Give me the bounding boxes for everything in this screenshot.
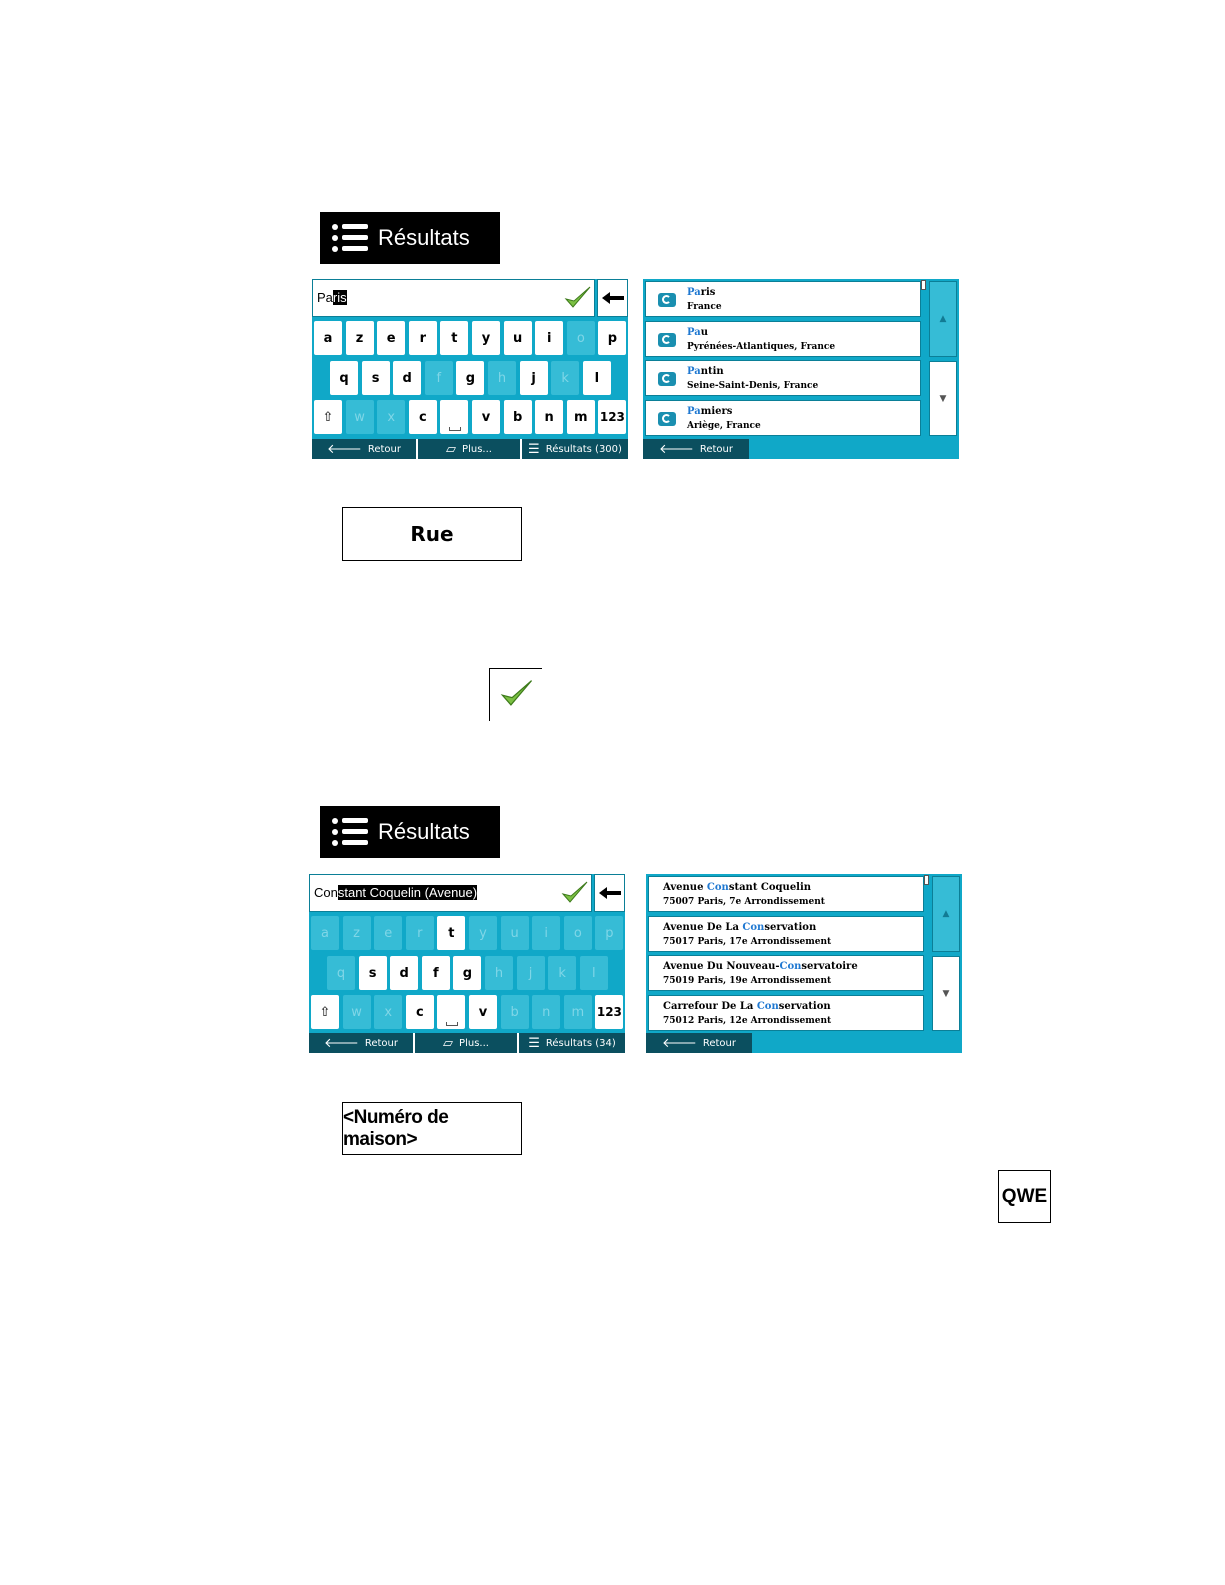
results-button-label: Résultats — [378, 225, 470, 250]
search-input[interactable] — [309, 874, 592, 912]
scroll-position-indicator — [921, 280, 926, 290]
result-subtitle: Ariège, France — [687, 421, 761, 432]
result-title — [663, 922, 816, 933]
key-k[interactable]: k — [548, 956, 576, 990]
result-title-rest: servation — [764, 921, 817, 933]
key-m[interactable]: m — [567, 400, 595, 434]
key-n[interactable]: n — [532, 995, 560, 1029]
key-t[interactable]: t — [437, 916, 465, 950]
key-u[interactable]: u — [501, 916, 529, 950]
scroll-down-button[interactable] — [929, 361, 957, 436]
result-title — [663, 961, 858, 972]
input-typed-text: Con — [314, 885, 338, 900]
result-subtitle: 75012 Paris, 12e Arrondissement — [663, 1016, 832, 1027]
result-title — [687, 287, 715, 298]
keyboard-screen — [312, 279, 628, 459]
numbers-key[interactable]: 123 — [598, 400, 626, 434]
scroll-up-button[interactable] — [929, 281, 957, 357]
list-icon — [332, 817, 368, 847]
result-title-prefix: Carrefour De La — [663, 1001, 757, 1013]
results-button-label: Résultats — [378, 819, 470, 844]
result-title — [687, 406, 732, 417]
key-g[interactable]: g — [453, 956, 481, 990]
down-triangle-icon: ▼ — [942, 988, 950, 999]
key-l[interactable]: l — [583, 361, 611, 395]
city-icon — [658, 412, 676, 426]
back-button[interactable] — [643, 439, 749, 459]
key-c[interactable]: c — [406, 995, 434, 1029]
result-item[interactable] — [645, 281, 921, 317]
numbers-key[interactable]: 123 — [595, 995, 623, 1029]
results-button[interactable] — [320, 212, 500, 264]
result-title-rest: miers — [700, 406, 733, 418]
results-screen — [643, 279, 959, 459]
back-arrow-icon: 🡐 — [323, 1036, 359, 1051]
key-q[interactable]: q — [330, 361, 358, 395]
key-e[interactable]: e — [374, 916, 402, 950]
check-icon[interactable] — [561, 880, 589, 906]
key-x[interactable]: x — [377, 400, 405, 434]
house-number-label: <Numéro de maison> — [342, 1102, 522, 1155]
result-title-match: Con — [742, 921, 765, 933]
results-screen — [646, 874, 962, 1053]
key-k[interactable]: k — [551, 361, 579, 395]
results-count-button[interactable] — [519, 1033, 625, 1053]
key-i[interactable]: i — [532, 916, 560, 950]
result-title-rest: servation — [778, 1001, 831, 1013]
result-item[interactable] — [648, 916, 924, 952]
input-typed-text: Pa — [317, 290, 333, 305]
city-icon — [658, 372, 676, 386]
key-i[interactable]: i — [535, 321, 563, 355]
result-title-rest: ris — [700, 287, 716, 298]
result-item[interactable] — [645, 360, 921, 396]
result-item[interactable] — [648, 955, 924, 991]
result-title — [687, 327, 708, 338]
back-arrow-icon: 🡐 — [326, 442, 362, 457]
back-button[interactable] — [312, 439, 418, 459]
results-count-button[interactable] — [522, 439, 628, 459]
key-y[interactable]: y — [472, 321, 500, 355]
result-title-rest: stant Coquelin — [728, 882, 812, 893]
result-subtitle: 75019 Paris, 19e Arrondissement — [663, 976, 832, 987]
key-c[interactable]: c — [409, 400, 437, 434]
result-subtitle: 75017 Paris, 17e Arrondissement — [663, 936, 832, 947]
city-icon — [658, 293, 676, 307]
city-icon — [658, 333, 676, 347]
check-icon — [500, 678, 534, 710]
list-icon: ☰ — [528, 1035, 540, 1051]
key-z[interactable]: z — [346, 321, 374, 355]
search-input[interactable] — [312, 279, 595, 317]
scroll-down-button[interactable] — [932, 956, 960, 1031]
confirm-check-button — [489, 668, 542, 721]
result-title — [687, 366, 724, 377]
key-s[interactable]: s — [359, 956, 387, 990]
result-title-match: Pa — [687, 326, 701, 338]
space-key[interactable] — [437, 995, 465, 1029]
up-triangle-icon: ▲ — [942, 909, 950, 919]
scroll-position-indicator — [924, 875, 929, 885]
result-title-match: Pa — [687, 287, 701, 298]
space-icon — [449, 427, 461, 431]
result-title-prefix: Avenue Du Nouveau- — [663, 961, 780, 973]
key-w[interactable]: w — [343, 995, 371, 1029]
result-subtitle: Pyrénées-Atlantiques, France — [687, 341, 836, 352]
up-triangle-icon: ▲ — [939, 314, 947, 324]
back-arrow-icon: 🡐 — [658, 442, 694, 457]
more-button[interactable] — [418, 439, 522, 459]
key-y[interactable]: y — [469, 916, 497, 950]
key-g[interactable]: g — [456, 361, 484, 395]
result-title-rest: ntin — [700, 366, 724, 378]
result-title-rest: u — [700, 326, 709, 338]
result-title-match: Con — [756, 1001, 779, 1013]
result-title-prefix: Avenue De La — [663, 921, 743, 933]
more-label: Plus... — [462, 443, 492, 455]
key-l[interactable]: l — [580, 956, 608, 990]
key-o[interactable]: o — [567, 321, 595, 355]
key-p[interactable]: p — [595, 916, 623, 950]
result-item[interactable] — [645, 321, 921, 357]
back-arrow-icon — [599, 887, 621, 899]
result-title-prefix: Avenue — [663, 882, 707, 893]
more-icon: ▱ — [446, 441, 457, 457]
result-subtitle: 75007 Paris, 7e Arrondissement — [663, 897, 825, 907]
key-v[interactable]: v — [472, 400, 500, 434]
key-u[interactable]: u — [504, 321, 532, 355]
check-icon[interactable] — [564, 285, 592, 311]
result-title-match: Pa — [687, 406, 701, 418]
space-key[interactable] — [440, 400, 468, 434]
back-button[interactable] — [309, 1033, 415, 1053]
result-item[interactable] — [648, 995, 924, 1031]
result-subtitle: Seine-Saint-Denis, France — [687, 381, 819, 392]
back-label: Retour — [702, 1037, 736, 1049]
street-label: Rue — [342, 507, 522, 561]
list-icon: ☰ — [528, 441, 540, 457]
list-icon — [332, 223, 368, 253]
key-p[interactable]: p — [598, 321, 626, 355]
bottom-bar — [646, 1033, 752, 1053]
back-button[interactable] — [646, 1033, 752, 1053]
input-autocomplete-text: ris — [332, 290, 347, 305]
key-n[interactable]: n — [535, 400, 563, 434]
back-label: Retour — [364, 1037, 398, 1049]
results-button[interactable] — [320, 806, 500, 858]
bottom-bar — [643, 439, 749, 459]
key-b[interactable]: b — [501, 995, 529, 1029]
result-title-match: Con — [706, 882, 729, 893]
results-count-label: Résultats (300) — [545, 443, 622, 455]
key-m[interactable]: m — [564, 995, 592, 1029]
more-label: Plus... — [459, 1037, 489, 1049]
back-label: Retour — [367, 443, 401, 455]
backspace-button[interactable] — [594, 874, 625, 912]
key-w[interactable]: w — [346, 400, 374, 434]
key-j[interactable]: j — [520, 361, 548, 395]
key-h[interactable]: h — [488, 361, 516, 395]
shift-key[interactable]: ⇧ — [314, 400, 342, 434]
key-a[interactable]: a — [311, 916, 339, 950]
key-o[interactable]: o — [564, 916, 592, 950]
result-title — [663, 882, 811, 893]
key-r[interactable]: r — [409, 321, 437, 355]
space-icon — [446, 1022, 458, 1026]
more-button[interactable] — [415, 1033, 519, 1053]
back-arrow-icon — [602, 292, 624, 304]
key-r[interactable]: r — [406, 916, 434, 950]
shift-key[interactable]: ⇧ — [311, 995, 339, 1029]
key-v[interactable]: v — [469, 995, 497, 1029]
input-autocomplete-text: stant Coquelin (Avenue) — [337, 885, 478, 900]
result-item[interactable] — [645, 400, 921, 436]
back-label: Retour — [699, 443, 733, 455]
key-s[interactable]: s — [362, 361, 390, 395]
key-e[interactable]: e — [377, 321, 405, 355]
key-t[interactable]: t — [440, 321, 468, 355]
result-subtitle: France — [687, 302, 722, 312]
more-icon: ▱ — [443, 1035, 454, 1051]
key-a[interactable]: a — [314, 321, 342, 355]
result-title-match: Con — [779, 961, 802, 973]
results-count-label: Résultats (34) — [545, 1037, 616, 1049]
result-title-match: Pa — [687, 366, 701, 378]
key-q[interactable]: q — [327, 956, 355, 990]
bottom-bar — [309, 1033, 625, 1053]
key-d[interactable]: d — [393, 361, 421, 395]
bottom-bar — [312, 439, 628, 459]
key-f[interactable]: f — [425, 361, 453, 395]
keyboard-screen — [309, 874, 625, 1053]
key-z[interactable]: z — [343, 916, 371, 950]
key-j[interactable]: j — [517, 956, 545, 990]
key-b[interactable]: b — [504, 400, 532, 434]
qwe-keyboard-label: QWE — [998, 1170, 1051, 1223]
back-arrow-icon: 🡐 — [661, 1036, 697, 1051]
result-item[interactable] — [648, 876, 924, 912]
down-triangle-icon: ▼ — [939, 393, 947, 404]
result-title-rest: servatoire — [801, 961, 858, 973]
backspace-button[interactable] — [597, 279, 628, 317]
key-f[interactable]: f — [422, 956, 450, 990]
result-title — [663, 1001, 831, 1012]
key-x[interactable]: x — [374, 995, 402, 1029]
scroll-up-button[interactable] — [932, 876, 960, 952]
key-d[interactable]: d — [390, 956, 418, 990]
key-h[interactable]: h — [485, 956, 513, 990]
